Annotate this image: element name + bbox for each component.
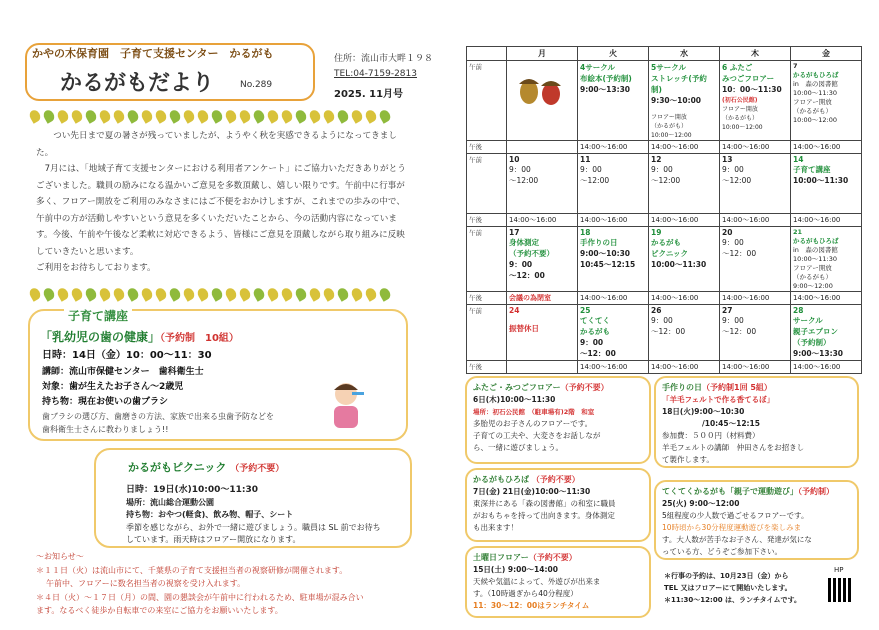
picnic-title: かるがもピクニック （予約不要） xyxy=(128,461,285,474)
lecture-date: 日時：14日（金）10：00～11：30 xyxy=(42,350,212,361)
org-name: かやの木保育園 子育て支援センター かるがも xyxy=(32,47,274,60)
lecture-header: 子育て講座 xyxy=(64,307,132,324)
lecture-bring: 持ち物：現在お使いの歯ブラシ xyxy=(42,397,169,407)
event-tekuteku: てくてくかるがも「親子で運動遊び」（予約制） 25(火) 9:00～12:00 5組程度の少人数で過ごせるフロアーです。 10時頃から30分程度運動遊びを楽しみま す。大人数が苦手なお子さん、発達が気にな っている方、どうぞご参加下さい。 xyxy=(654,480,859,560)
lecture-lecturer: 講師：流山市保健センター 歯科衛生士 xyxy=(42,367,204,377)
child-brushing-illustration xyxy=(322,378,370,434)
picnic-body: 日時：19日(水)10:00～11:30 場所：流山総合運動公園 持ち物：おやつ(軽食)、飲み物、帽子、シート 季節を感じながら、お外で一緒に遊びましょう。職員は SL 前でお待ち しています。雨天時はフロアー開放になります。 xyxy=(126,485,381,544)
event-saturday: 土曜日フロアー（予約不要） 15日(土) 9:00～14:00 天候や気温によって、外遊びが出来ま す。（10時過ぎから40分程度） 11：30～12：00はランチタイム xyxy=(465,546,651,618)
address: 住所：流山市大畔１９８ xyxy=(334,54,434,64)
issue-number: No.289 xyxy=(240,80,273,90)
footnote: ＊行事の予約は、10月23日（金）から TEL 又はフロアーにて開始いたします。 ＊11:30～12:00 は、ランチタイムです。 xyxy=(664,572,801,604)
address-block xyxy=(334,52,433,82)
issue-date: 2025. 11月号 xyxy=(334,89,404,100)
notice-block: ～お知らせ～ ＊１１日（火）は流山市にて、千葉県の子育て支援担当者の視察研修が開催されます。 午前中、フロアーに数名担当者の視察を受け入れます。 ＊４日（火）～１７日（月）の間、園の懇談会が午前中に行われるため、駐車場が混み合い ます。なるべく徒歩か自転車での来室にご協力をお願いいたします。 xyxy=(36,552,364,615)
hp-label: HP xyxy=(834,566,844,574)
qr-code-icon[interactable] xyxy=(828,578,852,602)
event-futago: ふたご・みつごフロアー（予約不要） 6日(木)10:00～11:30 場所：初石公民館 （駐車場有)2階 和室 多胎児のお子さんのフロアーです。 子育ての工夫や、大変さをお話しなが ら、一緒に遊びましょう。 xyxy=(465,376,651,464)
lecture-title: 「乳幼児の歯の健康」（予約制 10組） xyxy=(40,330,239,344)
event-tezukuri: 手作りの日（予約制1回 5組） 「羊毛フェルトで作る香てるぼ」 18日(火)9:00～10:30 /10:45～12:15 参加費：５００円（材料費） 羊毛フェルトの講師 仲田さんをお招きし て製作します。 xyxy=(654,376,859,468)
lecture-note: 歯ブラシの選び方、歯磨きの方法、家族で出来る虫歯予防などを 歯科衛生士さんに教わりましょう!! xyxy=(42,412,274,434)
leaf-garland-top xyxy=(30,110,410,124)
acorn-illustration xyxy=(507,61,578,141)
newsletter-title: かるがもだより xyxy=(60,71,215,96)
lecture-target: 対象：歯が生えたお子さん～2歳児 xyxy=(42,382,184,392)
intro-text: つい先日まで夏の暑さが残っていましたが、ようやく秋を実感できるようになってきました。 7月には、「地域子育て支援センターにおける利用者アンケート」にご協力いただきありがとうございました。職員の励みになる温かいご意見を多数頂戴し、嬉しい限りです。午前中に行事が多く、フロアー開放をご利用のみなさまにはご不便をおかけしますが、これまでの歩みの中で、午前中の方が活動しやすいという意見を多くいただいたことから、今の活動内容になっています。今後、午前や午後など柔軟に対応できるよう、皆様にご意見を頂戴しながら取り組みに反映していきたいと思います。 ご利用をお待ちしております。 xyxy=(36,131,406,273)
calendar-table: 月 火 水 木 金 午前 4サークル 布絵本(予約制) 9:00～13:30 5サークル ストレッチ(予約制) 9:30～10:00 フロアー開放 （かるがも） 10:00～12:00 6 ふたご みつごフロアー 10：00～11:30 (初石公民館) フロアー開放 （かるがも） 10:00～12:00 7 かるがもひろば in 森の図書館 10:00～11:30 フロアー開放 （かるがも） 10:00～12:00 午後 14:00～16:00 14:00～16:00 14:00～16:00 14:00～16:00 午前 10 9：00 ～12:00 11 9：00 ～12:00 12 9：00 ～12:00 13 9：00 ～12:00 14 子育て講座 10:00～11:30 午後 14:00～16:00 14:00～16:00 14:00～16:00 14:00～16:00 14:00～16:00 午前 17 身体測定 （予約不要） 9：00 ～12：00 18 手作りの日 9:00～10:30 10:45～12:15 19 かるがも ピクニック 10:00～11:30 20 9：00 ～12：00 21 かるがもひろば in 森の図書館 10:00～11:30 フロアー開放 （かるがも） 9:00～12:00 午後 会議の為閉室 14:00～16:00 14:00～16:00 14:00～16:00 14:00～16:00 午前 24 振替休日 25 てくてく かるがも 9：00 ～12：00 26 9：00 ～12：00 27 9：00 ～12：00 28 サークル 親子エプロン （予約制） 9:00～13:30 午後 14:00～16:00 14:00～16:00 14:00～16:00 14:00～16:00 xyxy=(466,46,862,374)
event-hiroba: かるがもひろば （予約不要） 7日(金) 21日(金)10:00～11:30 東深井にある「森の図書館」の和室に職員 がおもちゃを持って出向きます。身体測定 も出来ます！ xyxy=(465,468,651,542)
leaf-garland-mid xyxy=(30,288,410,302)
tel: TEL:04-7159-2813 xyxy=(334,69,417,79)
